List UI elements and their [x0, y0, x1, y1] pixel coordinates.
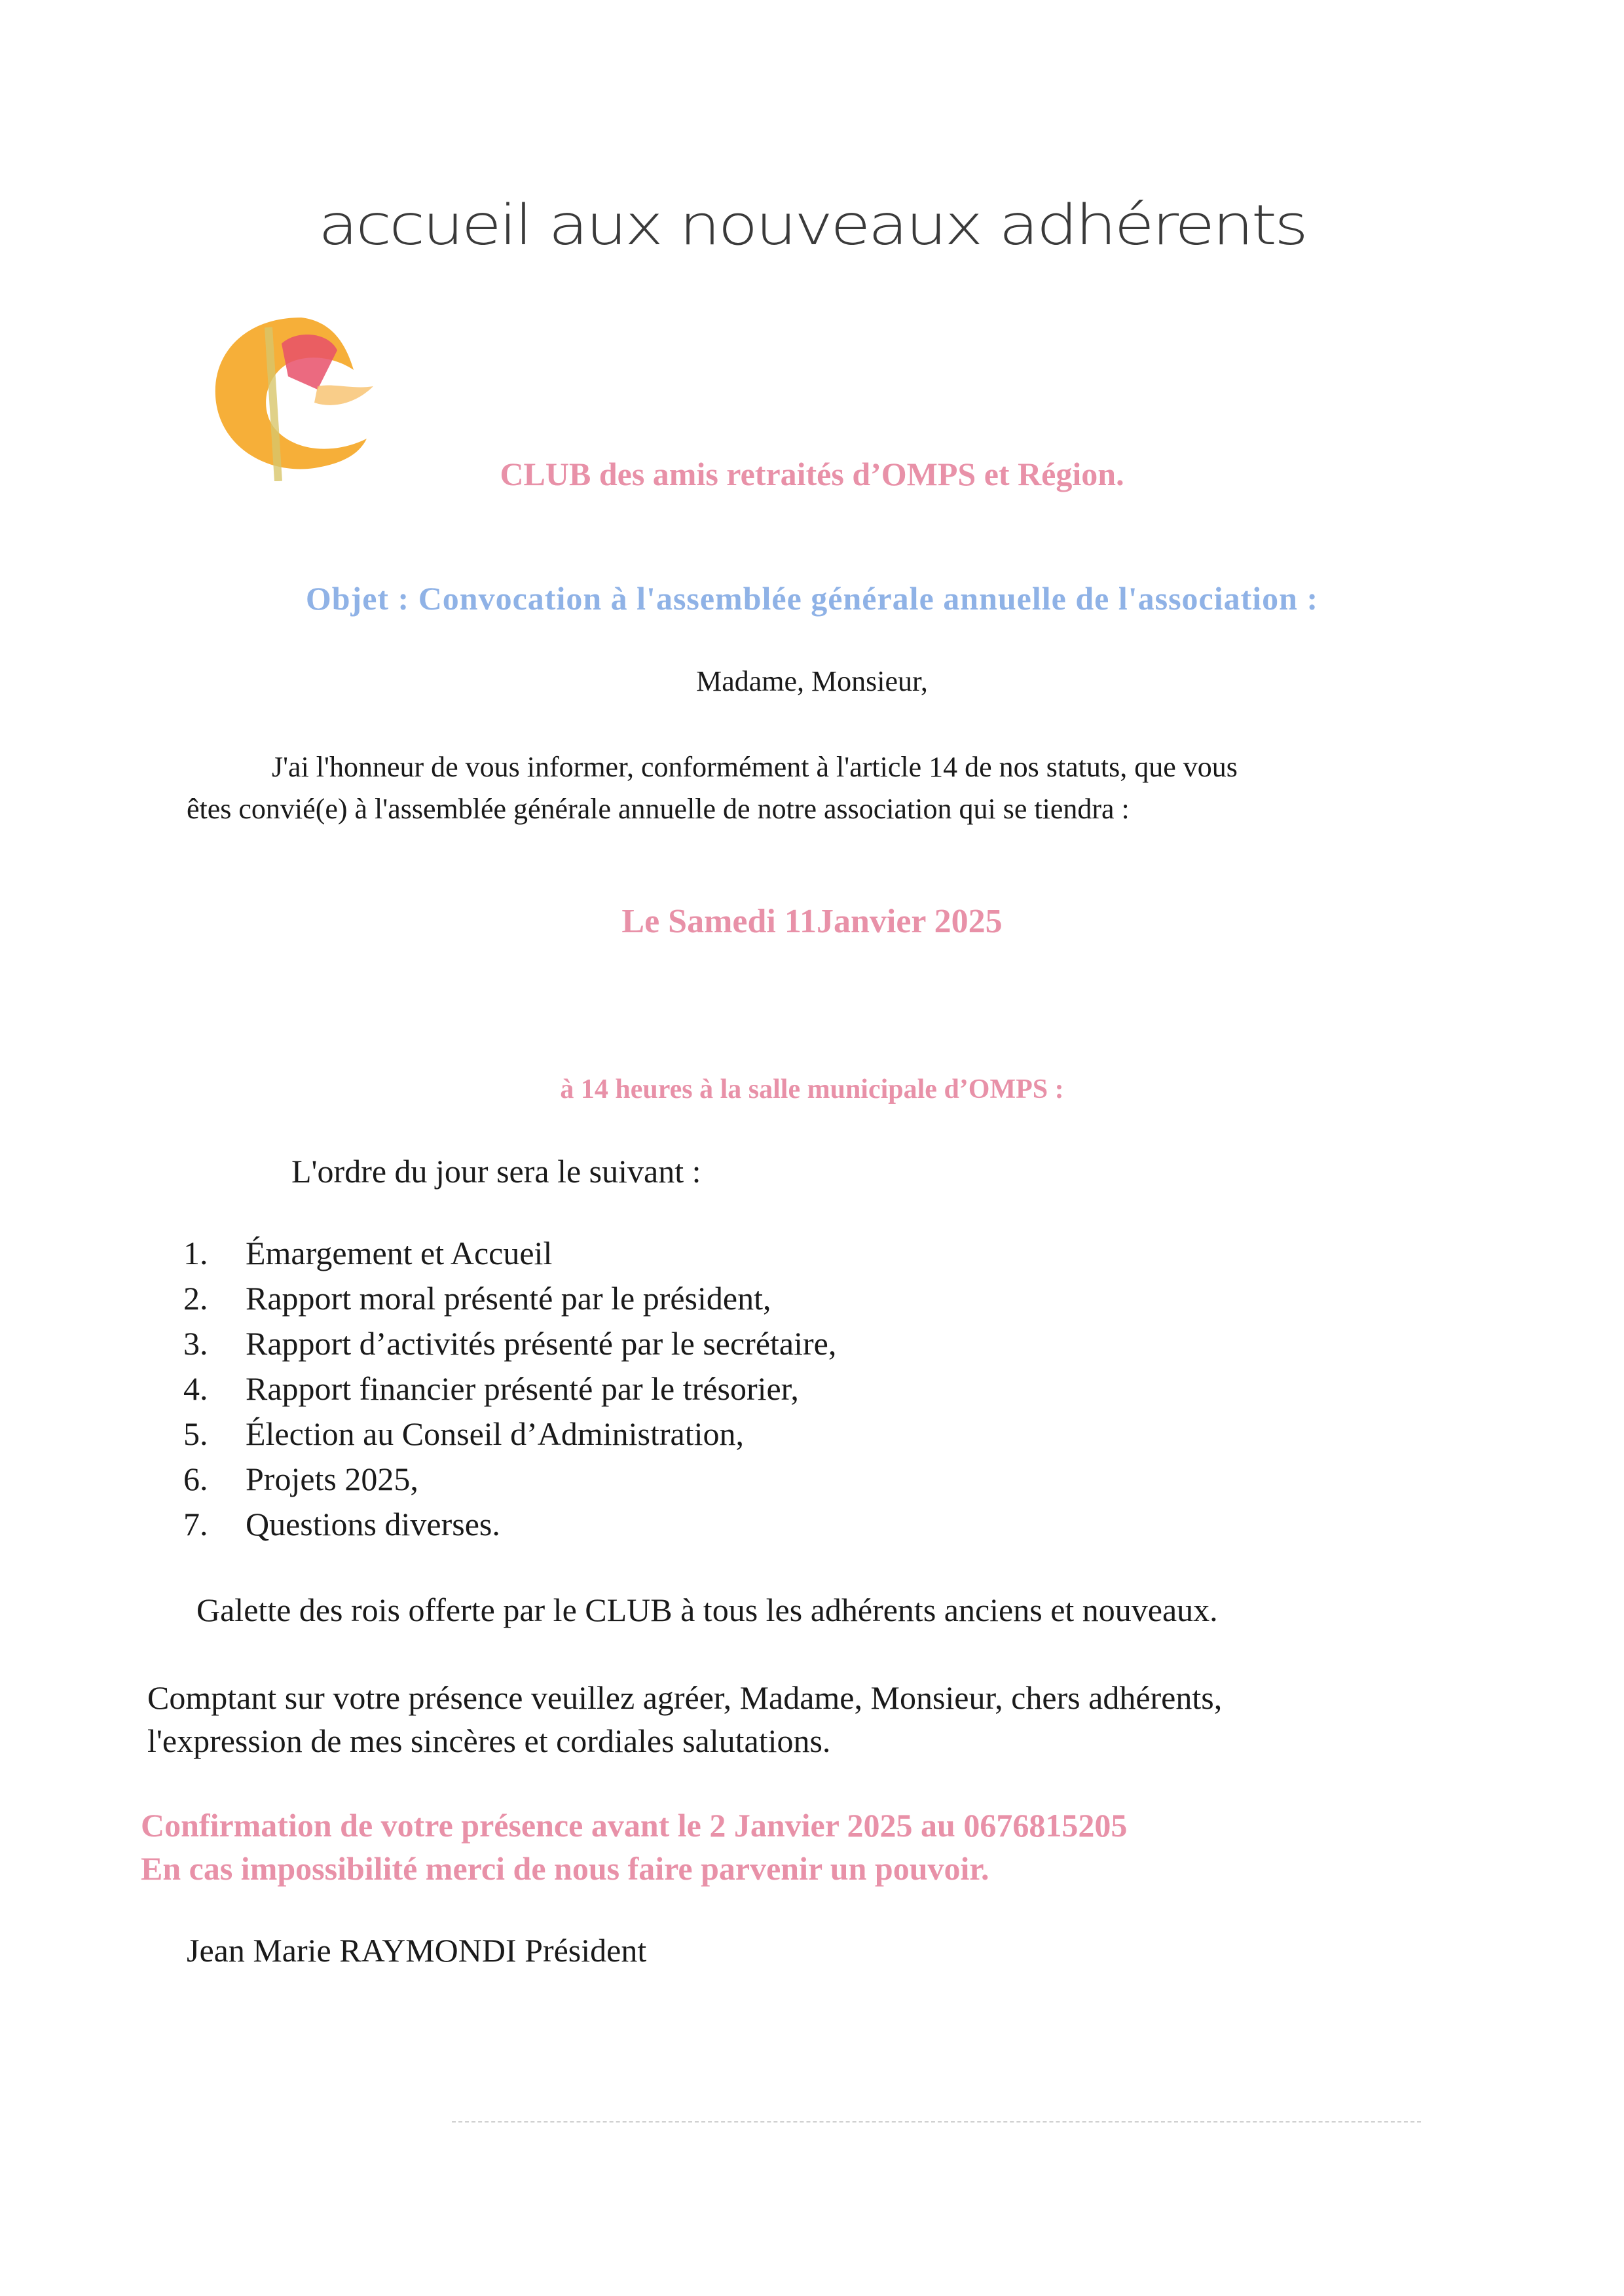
intro-line-2: êtes convié(e) à l'assemblée générale annuelle de notre association qui se tiendra :	[187, 793, 1130, 825]
intro-line-1: J'ai l'honneur de vous informer, conformément à l'article 14 de nos statuts, que vous	[272, 751, 1238, 783]
agenda-item: 1. Émargement et Accueil	[183, 1235, 553, 1271]
agenda-item: 6. Projets 2025,	[183, 1461, 418, 1497]
agenda-item: 2. Rapport moral présenté par le président,	[183, 1280, 771, 1317]
agenda-item: 7. Questions diverses.	[183, 1506, 500, 1542]
footer-divider	[452, 2121, 1421, 2123]
agenda-item: 3. Rapport d’activités présenté par le secrétaire,	[183, 1325, 837, 1362]
confirmation-line-1: Confirmation de votre présence avant le 2 Janvier 2025 au 0676815205	[141, 1807, 1128, 1844]
confirmation-note	[141, 1804, 1127, 1890]
greeting: Madame, Monsieur,	[696, 665, 928, 697]
agenda-item: 4. Rapport financier présenté par le trésorier,	[183, 1370, 799, 1407]
handwritten-title: accueil aux nouveaux adhérents	[318, 192, 1306, 258]
agenda-intro: L'ordre du jour sera le suivant :	[291, 1153, 701, 1190]
agenda-item: 5. Élection au Conseil d’Administration,	[183, 1415, 744, 1452]
closing-paragraph	[147, 1676, 1522, 1762]
agenda-list	[183, 1231, 836, 1547]
subject-line: Objet : Convocation à l'assemblée générale annuelle de l'association :	[305, 580, 1319, 617]
meeting-date: Le Samedi 11Janvier 2025	[621, 903, 1003, 940]
galette-note: Galette des rois offerte par le CLUB à tous les adhérents anciens et nouveaux.	[196, 1592, 1218, 1628]
closing-line-2: l'expression de mes sincères et cordiales salutations.	[147, 1722, 831, 1759]
intro-paragraph	[187, 746, 1365, 830]
signature: Jean Marie RAYMONDI Président	[187, 1932, 647, 1969]
closing-line-1: Comptant sur votre présence veuillez agréer, Madame, Monsieur, chers adhérents,	[147, 1679, 1223, 1716]
meeting-time-place: à 14 heures à la salle municipale d’OMPS :	[560, 1074, 1064, 1104]
club-name: CLUB des amis retraités d’OMPS et Région.	[500, 456, 1124, 492]
confirmation-line-2: En cas impossibilité merci de nous faire parvenir un pouvoir.	[141, 1850, 989, 1887]
